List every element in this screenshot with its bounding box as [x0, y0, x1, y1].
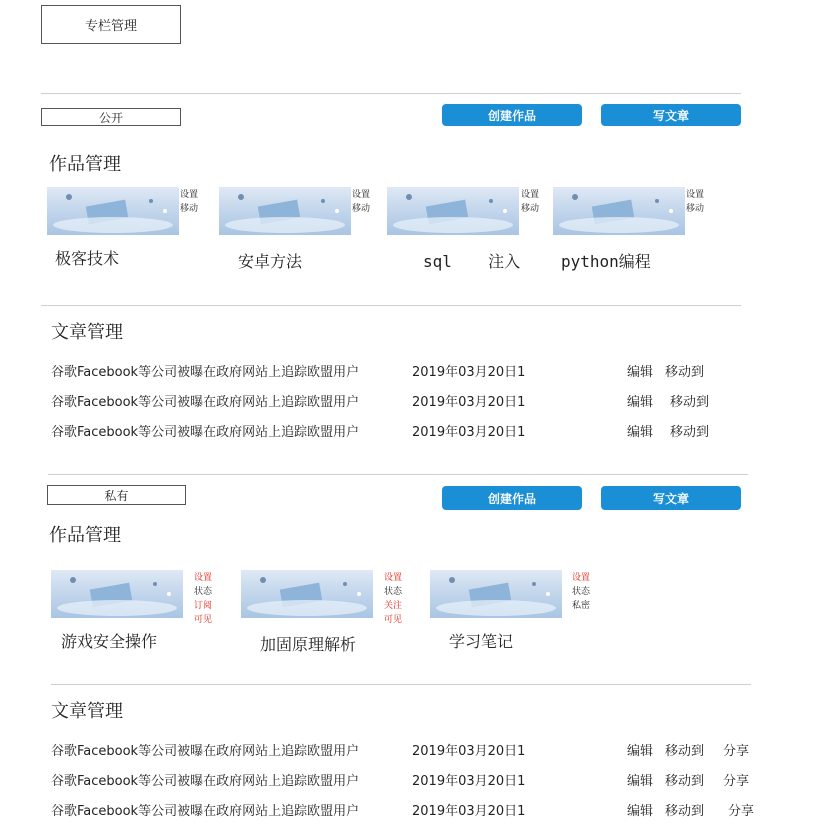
article-date: 2019年03月20日1	[412, 744, 526, 759]
work-title[interactable]: 极客技术	[55, 249, 120, 268]
works-heading: 作品管理	[49, 525, 121, 546]
article-date: 2019年03月20日1	[412, 395, 526, 410]
divider	[48, 474, 748, 475]
write-article-button[interactable]: 写文章	[601, 486, 741, 510]
work-subscribe-link[interactable]: 订阅	[194, 601, 213, 611]
work-title[interactable]: 学习笔记	[449, 632, 514, 651]
work-private-link[interactable]: 私密	[572, 601, 591, 611]
work-setting-link[interactable]: 设置	[352, 190, 371, 200]
work-setting-link[interactable]: 设置	[686, 190, 705, 200]
work-title[interactable]: 游戏安全操作	[61, 632, 158, 651]
work-move-link[interactable]: 移动	[180, 204, 199, 214]
work-visible-link[interactable]: 可见	[384, 615, 403, 625]
work-actions	[180, 188, 198, 216]
work-title-part: sql	[423, 252, 452, 271]
work-setting-link[interactable]: 设置	[180, 190, 199, 200]
article-date: 2019年03月20日1	[412, 804, 526, 819]
article-date: 2019年03月20日1	[412, 425, 526, 440]
article-title[interactable]: 谷歌Facebook等公司被曝在政府网站上追踪欧盟用户	[51, 395, 360, 410]
work-thumbnail[interactable]	[51, 570, 183, 618]
work-actions	[521, 188, 539, 216]
work-actions	[384, 571, 402, 627]
article-title[interactable]: 谷歌Facebook等公司被曝在政府网站上追踪欧盟用户	[51, 425, 360, 440]
work-actions	[572, 571, 590, 613]
article-title[interactable]: 谷歌Facebook等公司被曝在政府网站上追踪欧盟用户	[51, 804, 360, 819]
article-title[interactable]: 谷歌Facebook等公司被曝在政府网站上追踪欧盟用户	[51, 744, 360, 759]
work-setting-link[interactable]: 设置	[194, 573, 213, 583]
work-setting-link[interactable]: 设置	[521, 190, 540, 200]
move-to-link[interactable]: 移动到	[665, 774, 705, 789]
move-to-link[interactable]: 移动到	[670, 425, 710, 440]
move-to-link[interactable]: 移动到	[665, 804, 705, 819]
work-thumbnail[interactable]	[47, 187, 179, 235]
articles-heading: 文章管理	[51, 701, 123, 722]
article-title[interactable]: 谷歌Facebook等公司被曝在政府网站上追踪欧盟用户	[51, 365, 360, 380]
work-setting-link[interactable]: 设置	[572, 573, 591, 583]
works-heading: 作品管理	[49, 154, 121, 175]
share-link[interactable]: 分享	[723, 774, 750, 789]
article-date: 2019年03月20日1	[412, 365, 526, 380]
edit-link[interactable]: 编辑	[627, 774, 654, 789]
article-date: 2019年03月20日1	[412, 774, 526, 789]
edit-link[interactable]: 编辑	[627, 395, 654, 410]
work-status-link[interactable]: 状态	[194, 587, 213, 597]
edit-link[interactable]: 编辑	[627, 425, 654, 440]
article-title[interactable]: 谷歌Facebook等公司被曝在政府网站上追踪欧盟用户	[51, 774, 360, 789]
work-thumbnail[interactable]	[430, 570, 562, 618]
create-work-button[interactable]: 创建作品	[442, 486, 582, 510]
work-actions	[352, 188, 370, 216]
column-management-title: 专栏管理	[41, 5, 181, 44]
divider	[51, 684, 751, 685]
divider	[41, 93, 741, 94]
work-thumbnail[interactable]	[219, 187, 351, 235]
edit-link[interactable]: 编辑	[627, 804, 654, 819]
work-thumbnail[interactable]	[241, 570, 373, 618]
articles-heading: 文章管理	[51, 322, 123, 343]
work-actions	[194, 571, 212, 627]
work-move-link[interactable]: 移动	[686, 204, 705, 214]
work-move-link[interactable]: 移动	[521, 204, 540, 214]
work-actions	[686, 188, 704, 216]
work-title[interactable]: 安卓方法	[238, 252, 303, 271]
move-to-link[interactable]: 移动到	[665, 365, 705, 380]
write-article-button[interactable]: 写文章	[601, 104, 741, 126]
work-setting-link[interactable]: 设置	[384, 573, 403, 583]
move-to-link[interactable]: 移动到	[670, 395, 710, 410]
work-visible-link[interactable]: 可见	[194, 615, 213, 625]
divider	[41, 305, 741, 306]
work-title-part: 注入	[488, 252, 521, 271]
edit-link[interactable]: 编辑	[627, 744, 654, 759]
share-link[interactable]: 分享	[728, 804, 755, 819]
work-status-link[interactable]: 状态	[384, 587, 403, 597]
work-follow-link[interactable]: 关注	[384, 601, 403, 611]
create-work-button[interactable]: 创建作品	[442, 104, 582, 126]
edit-link[interactable]: 编辑	[627, 365, 654, 380]
work-title[interactable]: 加固原理解析	[260, 635, 357, 654]
work-thumbnail[interactable]	[387, 187, 519, 235]
work-move-link[interactable]: 移动	[352, 204, 371, 214]
work-status-link[interactable]: 状态	[572, 587, 591, 597]
private-section-label: 私有	[47, 485, 186, 505]
move-to-link[interactable]: 移动到	[665, 744, 705, 759]
work-title[interactable]	[423, 249, 520, 272]
work-title[interactable]: python编程	[561, 252, 651, 271]
public-section-label: 公开	[41, 108, 181, 126]
share-link[interactable]: 分享	[723, 744, 750, 759]
work-thumbnail[interactable]	[553, 187, 685, 235]
